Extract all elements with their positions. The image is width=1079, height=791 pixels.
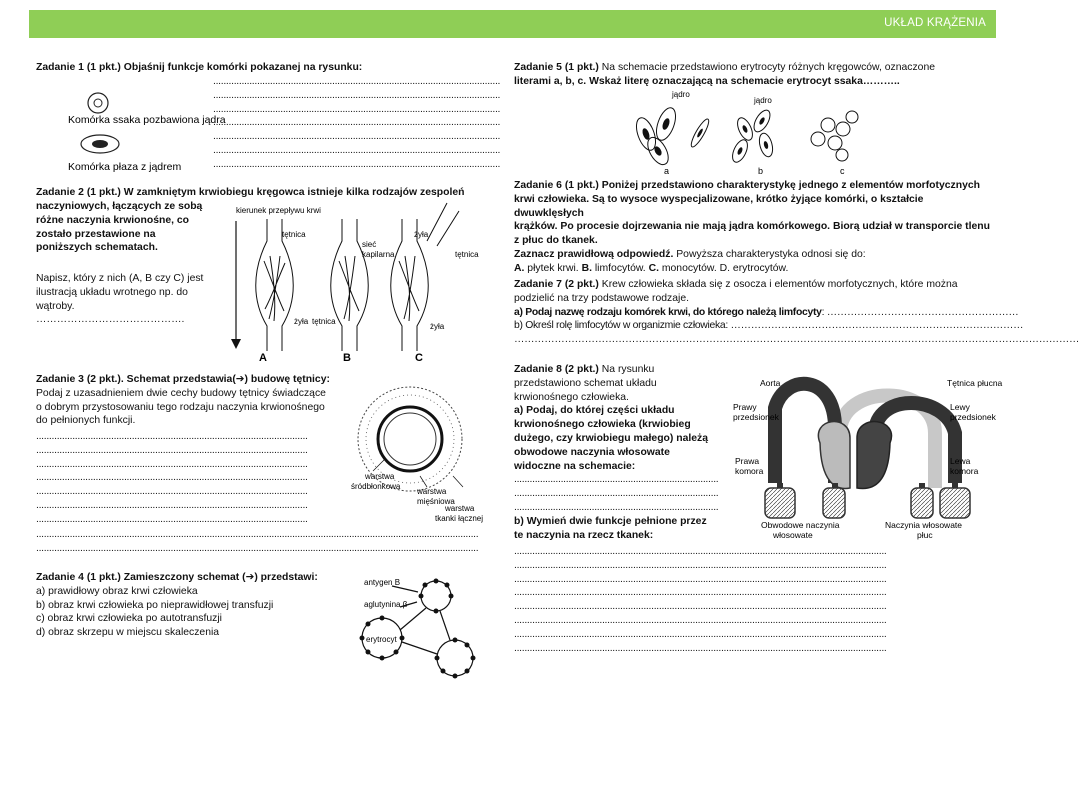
label-right-ventricle-2: komora [735, 466, 764, 476]
task-1-heading: Zadanie 1 (1 pkt.) [36, 62, 121, 73]
task-3-answer-lines-long[interactable] [36, 528, 509, 556]
task-3-answer-lines[interactable] [36, 430, 334, 527]
answer-line[interactable]: ................................................................................................................................................ [514, 587, 887, 599]
task-2-question [36, 186, 486, 200]
task-2-answer[interactable]: wątroby. ……………………………………. [36, 300, 185, 326]
circulatory-system-figure [725, 373, 1015, 543]
task-2-body [36, 200, 216, 255]
label-left-ventricle: Lewa [950, 456, 971, 466]
label-b: B [343, 352, 351, 364]
task-3-line: o dobrym przystosowaniu tego rodzaju naczynia krwionośnego [36, 401, 325, 413]
label-vein-c: żyła [414, 230, 429, 239]
task-8-part-a: dużego, czy krwiobiegu małego) należą [514, 432, 708, 444]
task-8-intro: Na rysunku [601, 364, 655, 375]
task-2-line: zostało przestawione na [36, 228, 156, 240]
label-a: A [259, 352, 267, 364]
task-2-q: Napisz, który z nich (A, B czy C) jest [36, 273, 204, 284]
label-aorta: Aorta [760, 378, 781, 388]
task-8-part-a: obwodowe naczynia włosowate [514, 446, 670, 458]
answer-line[interactable]: ................................................................................................................................................ [514, 614, 887, 626]
task-7-question [514, 278, 1079, 347]
header-bar [29, 10, 996, 38]
task-6-line: Poniżej przedstawiono charakterystykę jednego z elementów morfotycznych [601, 180, 980, 191]
task-8-part-a: a) Podaj, do której części układu [514, 405, 675, 417]
answer-line[interactable]: ......................................................................................................... [36, 513, 308, 525]
task-8-part-b: b) Wymień dwie funkcje pełnione przez [514, 515, 707, 527]
answer-line[interactable]: ................................................................................................................................................ [514, 642, 887, 654]
option-b-letter[interactable]: B. [581, 262, 592, 274]
task-3-line: do pełnionych funkcji. [36, 415, 136, 427]
task-2-line: różne naczynia krwionośne, co [36, 214, 190, 226]
label-artery-a: tętnica [282, 230, 306, 239]
label-antigen: antygen B [364, 578, 401, 587]
label-layer-3: warstwa [445, 504, 475, 513]
cell-figure [62, 88, 226, 176]
label-c: c [840, 166, 845, 176]
label-layer-1: warstwa [365, 472, 395, 481]
option-b[interactable]: b) obraz krwi człowieka po nieprawidłowej transfuzji [36, 599, 274, 611]
label-left-atrium-2: przedsionek [950, 412, 996, 422]
task-6-line: krążków. Po procesie dojrzewania nie mają jądra komórkowego. Biorą udział w transporcie tlenu [514, 221, 990, 233]
task-2-points: (1 pkt.) [86, 187, 121, 198]
option-a[interactable]: a) prawidłowy obraz krwi człowieka [36, 585, 198, 597]
option-a[interactable]: płytek krwi. [527, 262, 579, 274]
task-8-question [514, 363, 719, 542]
task-6-instruction: Zaznacz prawidłową odpowiedź. [514, 248, 674, 260]
label-right-ventricle: Prawa [735, 456, 760, 466]
erythrocytes-figure [630, 89, 870, 177]
label-endothelial: śródbłonkowa [351, 482, 401, 491]
label-peripheral-capillaries-2: włosowate [773, 530, 813, 540]
task-5-line[interactable]: literami a, b, c. Wskaż literę oznaczającą na schemacie erytrocyt ssaka……….. [514, 75, 900, 87]
artery-figure [345, 381, 490, 526]
task-4-heading: Zadanie 4 (1 pkt.) Zamieszczony schemat ( [36, 572, 246, 583]
answer-line[interactable]: ............................................................................................................... [213, 103, 501, 115]
task-7-part-b[interactable]: b) Określ rolę limfocytów w organizmie człowieka: …………………………………………………………………………… [514, 320, 1024, 332]
label-right-atrium-2: przedsionek [733, 412, 779, 422]
option-a-letter[interactable]: A. [514, 262, 525, 274]
answer-line[interactable]: ............................................................................................................... [213, 76, 501, 87]
answer-line[interactable]: ........................................................................................................................................................................... [36, 542, 479, 554]
label-left-atrium: Lewy [950, 402, 970, 412]
task-1-question [36, 61, 506, 75]
option-c[interactable]: monocytów. [661, 262, 717, 274]
answer-line[interactable]: ................................................................................................................................................ [514, 559, 887, 571]
answer-line[interactable]: : ………………………………………………… [821, 306, 1019, 318]
task-2-line: naczyniowych, łączących ze sobą [36, 201, 203, 212]
option-c-letter[interactable]: C. [648, 262, 659, 274]
task-8-heading: Zadanie 8 (2 pkt.) [514, 364, 599, 375]
answer-line[interactable]: ......................................................................................................... [36, 486, 308, 498]
task-6-line: krwi człowieka. Są to wysoce wyspecjalizowane, krótko żyjące komórki, o kształcie dwuwklęsłych [514, 193, 924, 219]
option-c[interactable]: c) obraz krwi człowieka po autotransfuzji [36, 613, 222, 625]
task-8-intro: krwionośnego człowieka. [514, 391, 629, 403]
answer-line[interactable]: ............................................................................................................... [213, 144, 501, 156]
label-erythrocyte: erytrocyt [366, 635, 397, 644]
task-7-part-a: a) Podaj nazwę rodzaju komórek krwi, do którego należą limfocyty [514, 306, 822, 318]
label-nucleus-a: jądro [672, 90, 690, 99]
option-d[interactable]: d) obraz skrzepu w miejscu skaleczenia [36, 627, 220, 639]
task-8-part-a: widoczne na schemacie: [514, 460, 636, 472]
task-6-stem: Powyższa charakterystyka odnosi się do: [676, 248, 866, 260]
label-muscular: mięśniowa [417, 497, 455, 506]
arrow-icon: ➔ [245, 572, 255, 583]
flow-direction-label: kierunek przepływu krwi [236, 206, 321, 215]
task-6-line: z płuc do tkanek. [514, 235, 598, 247]
header-title: UKŁAD KRĄŻENIA [884, 17, 986, 29]
task-4-heading-end: ) przedstawi: [254, 572, 318, 583]
answer-line[interactable]: ................................................................................................................................................ [514, 628, 887, 640]
answer-line[interactable]: ................................................................................................................................................ [514, 573, 887, 585]
label-agglutinin: aglutynina β [364, 600, 408, 609]
answer-line[interactable]: ................................................................................................................................................ [514, 546, 887, 557]
task-8-intro: przedstawiono schemat układu [514, 377, 657, 389]
task-5-question [514, 61, 994, 89]
agglutination-figure [352, 574, 492, 686]
label-c: C [415, 352, 423, 364]
task-7-line: Krew człowieka składa się z osocza i elementów morfotycznych, które można [601, 279, 958, 290]
answer-line[interactable]: ............................................................................................................... [213, 89, 501, 101]
label-artery-c: tętnica [455, 250, 479, 259]
task-6-question [514, 179, 994, 276]
answer-line[interactable]: ......................................................................................................... [36, 499, 308, 511]
task-2-instruction [36, 272, 221, 327]
task-1-answer-lines[interactable] [213, 75, 509, 172]
answer-line[interactable]: ......................................................................................................... [36, 458, 308, 470]
label-capillary: kapilarna [362, 250, 395, 259]
task-2-heading: Zadanie 2 [36, 187, 84, 198]
label-b: b [758, 166, 764, 176]
arrow-icon: ➔ [235, 374, 245, 385]
answer-line[interactable]: ............................................................................................................... [213, 117, 501, 129]
answer-line[interactable]: ............................................................................... [514, 501, 719, 513]
answer-line[interactable]: ............................................................................................................... [213, 131, 501, 143]
answer-line[interactable]: ......................................................................................................... [36, 444, 308, 456]
vessel-connections-figure [222, 201, 492, 365]
option-d[interactable]: D. erytrocytów. [719, 262, 789, 274]
task-2-line: poniższych schematach. [36, 242, 158, 254]
answer-line[interactable]: ......................................................................................................... [36, 431, 308, 442]
label-vein-a: żyła [294, 317, 309, 326]
option-b[interactable]: limfocytów. [594, 262, 646, 274]
task-8-part-b: te naczynia na rzecz tkanek: [514, 529, 654, 541]
task-5-heading: Zadanie 5 (1 pkt.) [514, 62, 599, 73]
task-7-line: podzielić na trzy podstawowe rodzaje. [514, 292, 690, 304]
label-network: sieć [362, 240, 377, 249]
answer-line[interactable]: ................................................................................................................................................ [514, 601, 887, 613]
answer-line[interactable]: ............................................................................... [514, 488, 719, 500]
label-peripheral-capillaries: Obwodowe naczynia [761, 520, 840, 530]
label-pulmonary-artery: Tętnica płucna [947, 378, 1003, 388]
task-3-heading-end: ) budowę tętnicy: [244, 374, 330, 385]
task-4-question [36, 571, 356, 640]
label-a: a [664, 166, 670, 176]
task-3-line: Podaj z uzasadnieniem dwie cechy budowy tętnicy świadczące [36, 387, 326, 399]
label-pulmonary-capillaries: Naczynia włosowate [885, 520, 963, 530]
answer-line[interactable]: ......................................................................................................... [36, 472, 308, 484]
label-nucleus-b: jądro [754, 96, 772, 105]
task-8-answer-lines[interactable] [514, 545, 987, 655]
answer-line[interactable]: ........................................................................................................................................................................... [36, 529, 479, 540]
task-3-heading: Zadanie 3 (2 pkt.). Schemat przedstawia( [36, 374, 236, 385]
label-pulmonary-capillaries-2: płuc [917, 530, 933, 540]
task-2-line: W zamkniętym krwiobiegu kręgowca istnieje kilka rodzajów zespoleń [123, 187, 465, 198]
label-artery-b: tętnica [312, 317, 336, 326]
cell-label-mammal: Komórka ssaka pozbawiona jądra [68, 114, 226, 126]
label-layer-2: warstwa [417, 487, 447, 496]
task-1-text: Objaśnij funkcje komórki pokazanej na rysunku: [123, 62, 363, 73]
label-vein-c2: żyła [430, 322, 445, 331]
answer-line[interactable]: …………………………………………………………………………………………………………………………………………………… [514, 334, 1079, 346]
label-connective: tkanki łącznej [435, 514, 484, 523]
answer-line[interactable]: ............................................................................................................... [213, 158, 501, 170]
task-5-line: Na schemacie przedstawiono erytrocyty różnych kręgowców, oznaczone [601, 62, 936, 73]
task-2-q: ilustracją układu wrotnego np. do [36, 286, 188, 298]
task-6-heading: Zadanie 6 (1 pkt.) [514, 180, 599, 191]
task-8-part-a: krwionośnego człowieka (krwiobieg [514, 419, 691, 431]
cell-label-amphibian: Komórka płaza z jądrem [68, 161, 182, 173]
label-right-atrium: Prawy [733, 402, 757, 412]
task-3-question [36, 373, 346, 428]
answer-line[interactable]: ............................................................................... [514, 474, 719, 486]
task-7-heading: Zadanie 7 (2 pkt.) [514, 279, 599, 290]
label-left-ventricle-2: komora [950, 466, 979, 476]
